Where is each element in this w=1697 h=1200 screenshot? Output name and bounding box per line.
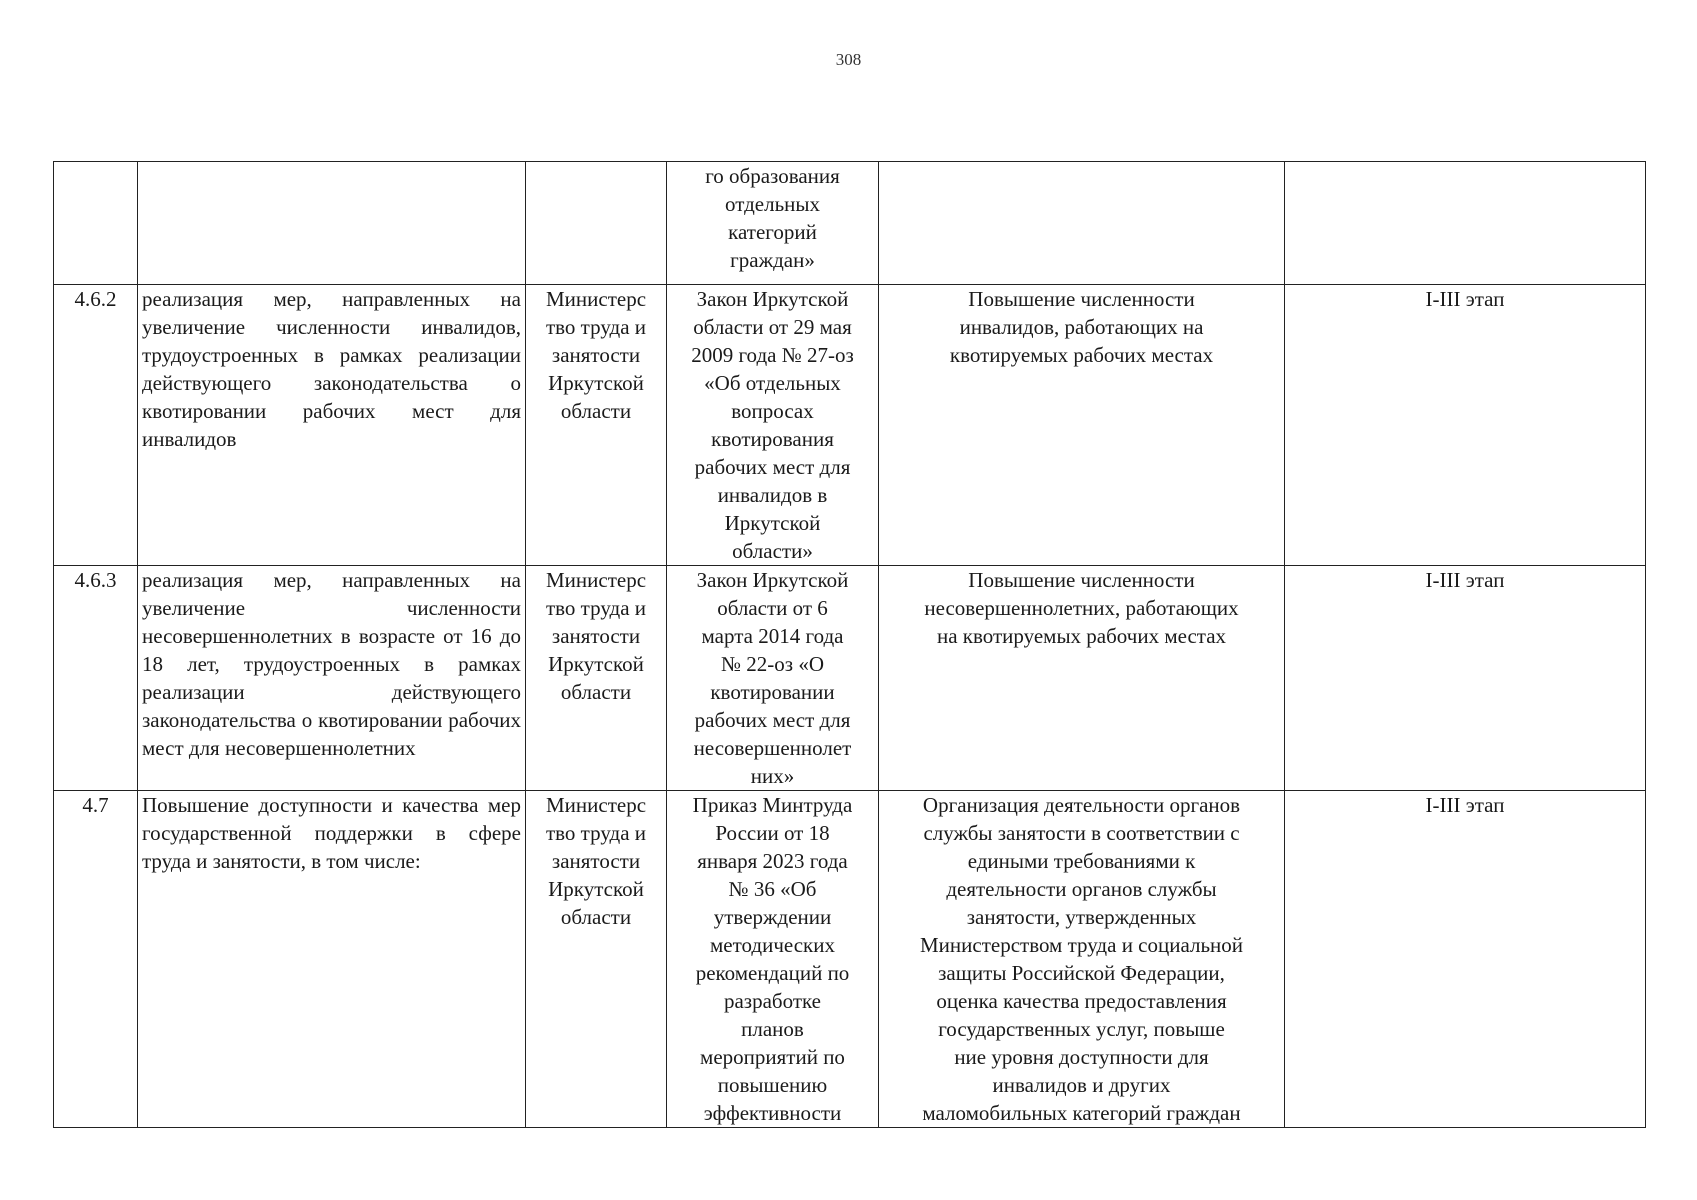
legal-basis-text: Приказ Минтруда России от 18 января 2023 года № 36 «Об утверждении методических рекомендаций по разработке планов мероприятий по повышению эффективности: [667, 791, 879, 1128]
row-number: 4.6.2: [54, 285, 138, 566]
measure-text: [138, 162, 526, 285]
legal-basis-text: Закон Иркутской области от 29 мая 2009 года № 27-оз «Об отдельных вопросах квотирования рабочих мест для инвалидов в Иркутской области»: [667, 285, 879, 566]
legal-basis-text: Закон Иркутской области от 6 марта 2014 года № 22-оз «О квотировании рабочих мест для несовершеннолет них»: [667, 566, 879, 791]
term-text: I-III этап: [1285, 285, 1646, 566]
executor-text: Министерс тво труда и занятости Иркутской области: [526, 566, 667, 791]
measure-text: реализация мер, направленных на увеличение численности несовершеннолетних в возрасте от 16 до 18 лет, трудоустроенных в рамках реализации действующего законодательства о квотировании рабочих мест для несовершеннолетних: [138, 566, 526, 791]
row-number: 4.6.3: [54, 566, 138, 791]
expected-result-text: Организация деятельности органов службы занятости в соответствии с едиными требованиями к деятельности органов службы занятости, утвержденных Министерством труда и социальной защиты Российской Федерации, оценка качества предоставления государственных услуг, повыше ние уровня доступности для инвалидов и других маломобильных категорий граждан: [879, 791, 1285, 1128]
executor-text: Министерс тво труда и занятости Иркутской области: [526, 791, 667, 1128]
measure-text: Повышение доступности и качества мер государственной поддержки в сфере труда и занятости, в том числе:: [138, 791, 526, 1128]
table-row: [54, 285, 1646, 566]
expected-result-text: [879, 162, 1285, 285]
measures-table: [53, 161, 1646, 1128]
table-row: [54, 566, 1646, 791]
expected-result-text: Повышение численности несовершеннолетних, работающих на квотируемых рабочих местах: [879, 566, 1285, 791]
page-number: 308: [835, 50, 862, 69]
legal-basis-text: го образования отдельных категорий граждан»: [667, 162, 879, 285]
row-number: 4.7: [54, 791, 138, 1128]
table-row: [54, 162, 1646, 285]
measure-text: реализация мер, направленных на увеличение численности инвалидов, трудоустроенных в рамках реализации действующего законодательства о квотировании рабочих мест для инвалидов: [138, 285, 526, 566]
term-text: I-III этап: [1285, 566, 1646, 791]
executor-text: [526, 162, 667, 285]
expected-result-text: Повышение численности инвалидов, работающих на квотируемых рабочих местах: [879, 285, 1285, 566]
term-text: [1285, 162, 1646, 285]
executor-text: Министерс тво труда и занятости Иркутской области: [526, 285, 667, 566]
table-row: [54, 791, 1646, 1128]
term-text: I-III этап: [1285, 791, 1646, 1128]
row-number: [54, 162, 138, 285]
